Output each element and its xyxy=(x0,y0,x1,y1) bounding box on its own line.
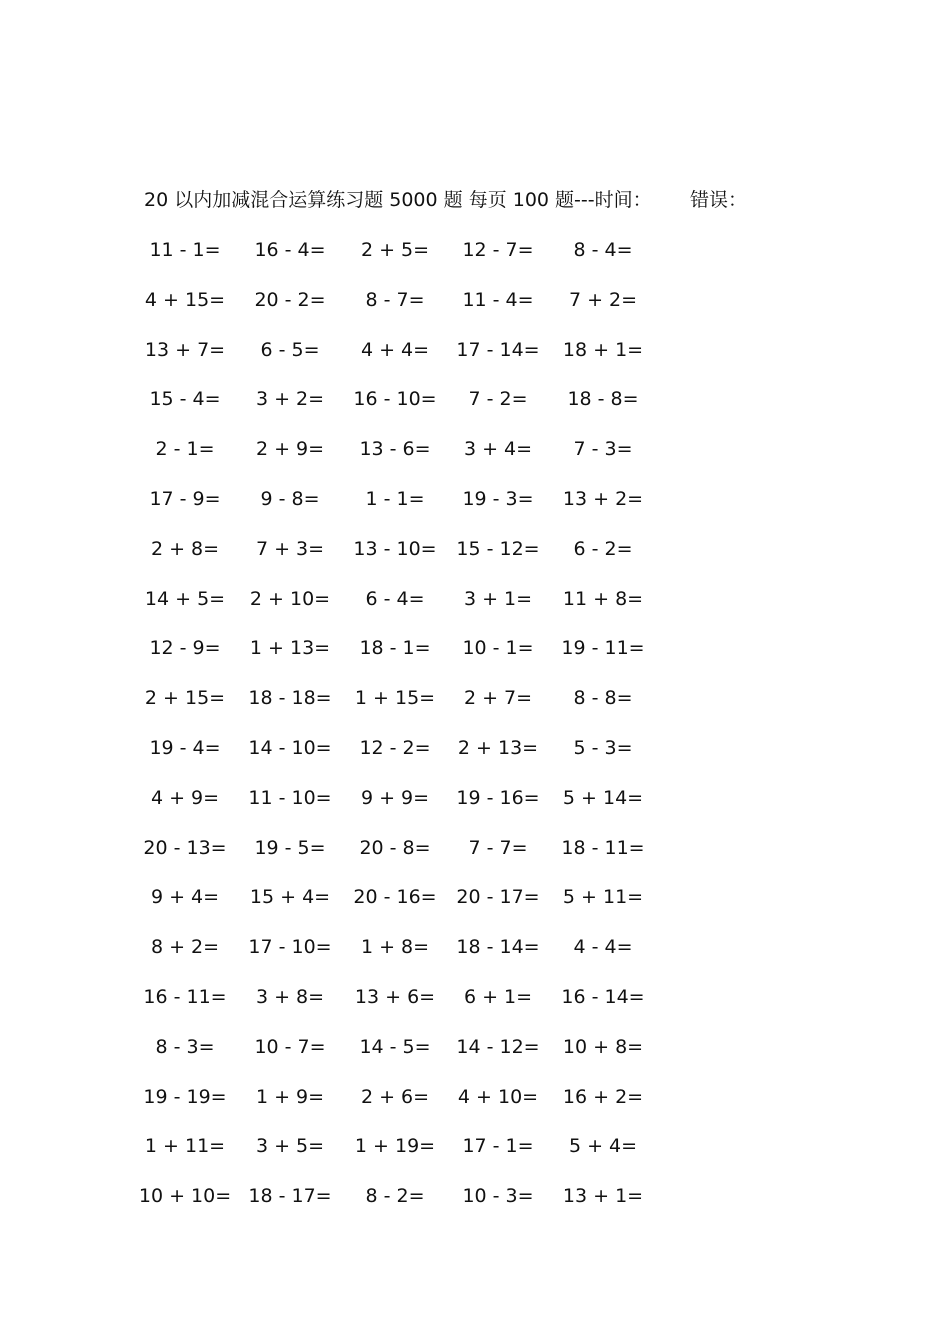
problem-item: 19 - 11= xyxy=(561,637,645,659)
problem-item: 5 + 14= xyxy=(562,787,644,809)
problem-item: 10 - 3= xyxy=(462,1185,534,1207)
problem-item: 19 - 4= xyxy=(149,737,221,759)
problem-item: 14 - 10= xyxy=(248,737,332,759)
problem-item: 2 + 15= xyxy=(144,687,226,709)
problem-item: 8 - 3= xyxy=(155,1036,215,1058)
problem-item: 1 - 1= xyxy=(365,488,425,510)
problem-item: 4 - 4= xyxy=(573,936,633,958)
problem-row xyxy=(0,235,950,265)
problem-row xyxy=(0,683,950,713)
problem-item: 1 + 19= xyxy=(354,1135,436,1157)
problem-row xyxy=(0,1131,950,1161)
problem-row xyxy=(0,384,950,414)
problem-item: 1 + 13= xyxy=(249,637,331,659)
problem-item: 17 - 14= xyxy=(456,339,540,361)
problem-item: 3 + 2= xyxy=(255,388,325,410)
problem-item: 2 + 13= xyxy=(457,737,539,759)
problem-item: 1 + 15= xyxy=(354,687,436,709)
problem-item: 11 + 8= xyxy=(562,588,644,610)
problem-item: 4 + 10= xyxy=(457,1086,539,1108)
problem-row xyxy=(0,633,950,663)
problem-item: 9 - 8= xyxy=(260,488,320,510)
problem-item: 13 + 6= xyxy=(354,986,436,1008)
errors-label: 错误： xyxy=(690,189,748,211)
problem-item: 19 - 3= xyxy=(462,488,534,510)
problem-row xyxy=(0,1082,950,1112)
problem-item: 20 - 8= xyxy=(359,837,431,859)
problem-item: 13 + 1= xyxy=(562,1185,644,1207)
problem-item: 4 + 15= xyxy=(144,289,226,311)
problem-item: 1 + 11= xyxy=(144,1135,226,1157)
problem-row xyxy=(0,534,950,564)
problem-row xyxy=(0,783,950,813)
problem-item: 13 + 7= xyxy=(144,339,226,361)
problem-item: 7 - 3= xyxy=(573,438,633,460)
problem-item: 16 - 4= xyxy=(254,239,326,261)
problem-row xyxy=(0,1032,950,1062)
problem-item: 7 - 7= xyxy=(468,837,528,859)
problem-item: 3 + 4= xyxy=(463,438,533,460)
problem-item: 5 - 3= xyxy=(573,737,633,759)
problem-item: 14 + 5= xyxy=(144,588,226,610)
problem-item: 7 + 3= xyxy=(255,538,325,560)
problem-item: 7 + 2= xyxy=(568,289,638,311)
problem-item: 18 - 17= xyxy=(248,1185,332,1207)
problem-row xyxy=(0,932,950,962)
problem-item: 10 - 7= xyxy=(254,1036,326,1058)
problem-row xyxy=(0,335,950,365)
problem-item: 11 - 1= xyxy=(149,239,221,261)
problem-item: 1 + 9= xyxy=(255,1086,325,1108)
problem-item: 3 + 8= xyxy=(255,986,325,1008)
problem-item: 8 + 2= xyxy=(150,936,220,958)
problem-item: 20 - 17= xyxy=(456,886,540,908)
problem-item: 14 - 5= xyxy=(359,1036,431,1058)
problem-item: 12 - 7= xyxy=(462,239,534,261)
problem-item: 15 - 12= xyxy=(456,538,540,560)
problem-item: 4 + 9= xyxy=(150,787,220,809)
problem-row xyxy=(0,1181,950,1211)
problem-item: 13 - 10= xyxy=(353,538,437,560)
problem-item: 2 + 9= xyxy=(255,438,325,460)
problem-item: 8 - 8= xyxy=(573,687,633,709)
problem-item: 11 - 4= xyxy=(462,289,534,311)
problem-item: 18 - 14= xyxy=(456,936,540,958)
problem-item: 16 - 11= xyxy=(143,986,227,1008)
problem-item: 19 - 16= xyxy=(456,787,540,809)
problem-item: 18 - 18= xyxy=(248,687,332,709)
problem-item: 8 - 4= xyxy=(573,239,633,261)
problem-item: 18 - 8= xyxy=(567,388,639,410)
problem-item: 13 - 6= xyxy=(359,438,431,460)
problem-item: 15 + 4= xyxy=(249,886,331,908)
problem-row xyxy=(0,484,950,514)
problem-item: 2 + 7= xyxy=(463,687,533,709)
problem-item: 7 - 2= xyxy=(468,388,528,410)
problem-item: 10 + 8= xyxy=(562,1036,644,1058)
problem-item: 19 - 5= xyxy=(254,837,326,859)
problem-item: 20 - 16= xyxy=(353,886,437,908)
problem-row xyxy=(0,833,950,863)
problem-item: 14 - 12= xyxy=(456,1036,540,1058)
problem-item: 20 - 2= xyxy=(254,289,326,311)
problem-item: 13 + 2= xyxy=(562,488,644,510)
problem-item: 20 - 13= xyxy=(143,837,227,859)
problem-item: 17 - 9= xyxy=(149,488,221,510)
problem-item: 10 - 1= xyxy=(462,637,534,659)
problem-item: 8 - 2= xyxy=(365,1185,425,1207)
problem-item: 5 + 4= xyxy=(568,1135,638,1157)
problem-item: 4 + 4= xyxy=(360,339,430,361)
problem-item: 9 + 9= xyxy=(360,787,430,809)
problem-item: 18 - 1= xyxy=(359,637,431,659)
problem-item: 5 + 11= xyxy=(562,886,644,908)
problem-row xyxy=(0,733,950,763)
problem-item: 18 - 11= xyxy=(561,837,645,859)
problem-row xyxy=(0,434,950,464)
problem-item: 17 - 10= xyxy=(248,936,332,958)
problem-item: 6 - 5= xyxy=(260,339,320,361)
problem-item: 12 - 2= xyxy=(359,737,431,759)
problem-item: 15 - 4= xyxy=(149,388,221,410)
problem-row xyxy=(0,285,950,315)
worksheet-title: 20 以内加减混合运算练习题 5000 题 每页 100 题---时间： xyxy=(144,189,652,211)
problem-item: 8 - 7= xyxy=(365,289,425,311)
problem-item: 16 - 14= xyxy=(561,986,645,1008)
problem-item: 2 - 1= xyxy=(155,438,215,460)
problem-item: 10 + 10= xyxy=(138,1185,232,1207)
problem-item: 2 + 6= xyxy=(360,1086,430,1108)
problem-item: 6 - 4= xyxy=(365,588,425,610)
problem-item: 9 + 4= xyxy=(150,886,220,908)
problem-item: 12 - 9= xyxy=(149,637,221,659)
problem-row xyxy=(0,584,950,614)
problem-item: 2 + 8= xyxy=(150,538,220,560)
problem-item: 11 - 10= xyxy=(248,787,332,809)
problem-row xyxy=(0,982,950,1012)
problem-item: 2 + 5= xyxy=(360,239,430,261)
problem-item: 3 + 5= xyxy=(255,1135,325,1157)
problem-item: 16 - 10= xyxy=(353,388,437,410)
problem-item: 16 + 2= xyxy=(562,1086,644,1108)
problem-item: 17 - 1= xyxy=(462,1135,534,1157)
problem-item: 1 + 8= xyxy=(360,936,430,958)
problem-item: 2 + 10= xyxy=(249,588,331,610)
problem-item: 18 + 1= xyxy=(562,339,644,361)
problem-row xyxy=(0,882,950,912)
problem-item: 19 - 19= xyxy=(143,1086,227,1108)
problem-item: 6 - 2= xyxy=(573,538,633,560)
problem-item: 3 + 1= xyxy=(463,588,533,610)
problem-item: 6 + 1= xyxy=(463,986,533,1008)
